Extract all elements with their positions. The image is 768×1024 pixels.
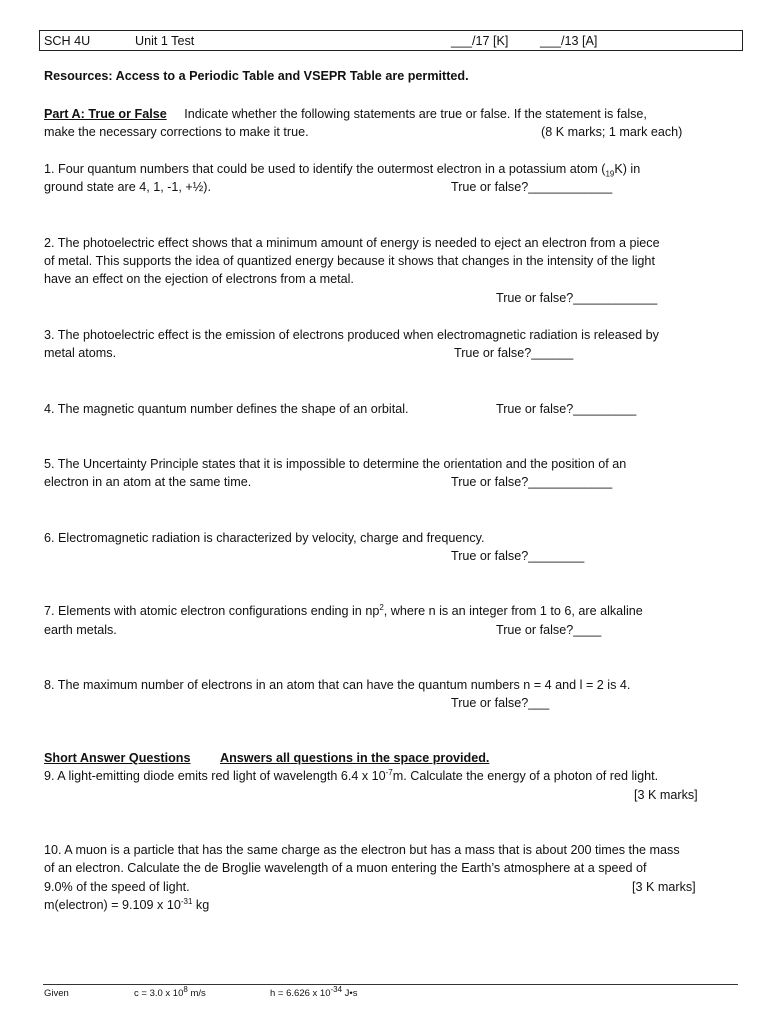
q1-text-2: ground state are 4, 1, -1, +½). (44, 180, 211, 194)
q5-text: 5. The Uncertainty Principle states that it is impossible to determine the orientation and the position of an (44, 457, 627, 471)
resources-note: Resources: Access to a Periodic Table and VSEPR Table are permitted. (44, 69, 469, 83)
q2-text-2: of metal. This supports the idea of quantized energy because it shows that changes in the intensity of the light (44, 254, 655, 268)
part-a-instructions-2: make the necessary corrections to make it true. (44, 125, 309, 139)
q1-text: 1. Four quantum numbers that could be used to identify the outermost electron in a potassium atom $(_{19}K)$ in (44, 162, 641, 179)
q6-text: 6. Electromagnetic radiation is characterized by velocity, charge and frequency. (44, 531, 485, 545)
q3-text: 3. The photoelectric effect is the emission of electrons produced when electromagnetic radiation is released by (44, 328, 659, 342)
footer-given: Given (44, 988, 69, 999)
short-answer-instructions: Answers all questions in the space provided. (219, 751, 490, 765)
part-a-line1 (44, 105, 647, 123)
k-marks: ___/17 [K] (451, 34, 509, 48)
q10-text: 10. A muon is a particle that has the same charge as the electron but has a mass that is about 200 times the mass (44, 843, 680, 857)
q7-text: 7. Elements with atomic electron configurations ending in $np^2$, where n is an integer from 1 to 6, are alkaline (44, 602, 643, 618)
q8-text: 8. The maximum number of electrons in an atom that can have the quantum numbers n = 4 and l = 2 is 4. (44, 678, 631, 692)
q3-answer-blank[interactable]: True or false?______ (454, 346, 574, 360)
a-marks: ___/13 [A] (540, 34, 598, 48)
q4-text: 4. The magnetic quantum number defines the shape of an orbital. (44, 402, 409, 416)
q8-answer-blank[interactable]: True or false?___ (451, 696, 550, 710)
q10-marks: [3 K marks] (632, 880, 696, 894)
q5-text-2: electron in an atom at the same time. (44, 475, 252, 489)
part-a-marks: (8 K marks; 1 mark each) (541, 125, 683, 139)
q9-text: 9. A light-emitting diode emits red light of wavelength 6.4 x $10^{-7}m$. Calculate the energy of a photon of red light. (44, 767, 659, 783)
q2-answer-blank[interactable]: True or false?____________ (496, 291, 658, 305)
footer-speed-of-light: c = 3.0 x $10^8$ m/s (134, 984, 206, 999)
q7-text-2: earth metals. (44, 623, 117, 637)
q2-text-3: have an effect on the ejection of electrons from a metal. (44, 272, 354, 286)
q7-answer-blank[interactable]: True or false?____ (496, 623, 602, 637)
q10-text-2: of an electron. Calculate the de Broglie wavelength of a muon entering the Earth’s atmosphere at a speed of (44, 861, 647, 875)
q1-answer-blank[interactable]: True or false?____________ (451, 180, 613, 194)
q5-answer-blank[interactable]: True or false?____________ (451, 475, 613, 489)
q6-answer-blank[interactable]: True or false?________ (451, 549, 585, 563)
footer-divider (43, 984, 738, 985)
q10-text-3: 9.0% of the speed of light. (44, 880, 190, 894)
short-answer-title: Short Answer Questions (44, 751, 191, 765)
part-a-title: Part A: True or False (44, 107, 167, 121)
course-code: SCH 4U (44, 34, 91, 48)
footer-planck-constant: h = 6.626 x $10^{-34}$ J•s (270, 984, 358, 999)
test-title: Unit 1 Test (135, 34, 195, 48)
q4-answer-blank[interactable]: True or false?_________ (496, 402, 637, 416)
part-a-instructions: Indicate whether the following statements are true or false. If the statement is false, (184, 107, 647, 121)
q9-marks: [3 K marks] (634, 788, 698, 802)
short-answer-heading (44, 749, 489, 767)
q3-text-2: metal atoms. (44, 346, 117, 360)
q2-text: 2. The photoelectric effect shows that a minimum amount of energy is needed to eject an electron from a piece (44, 236, 660, 250)
q10-electron-mass: m(electron) = 9.109 x $10^{-31}$ kg (44, 896, 210, 912)
